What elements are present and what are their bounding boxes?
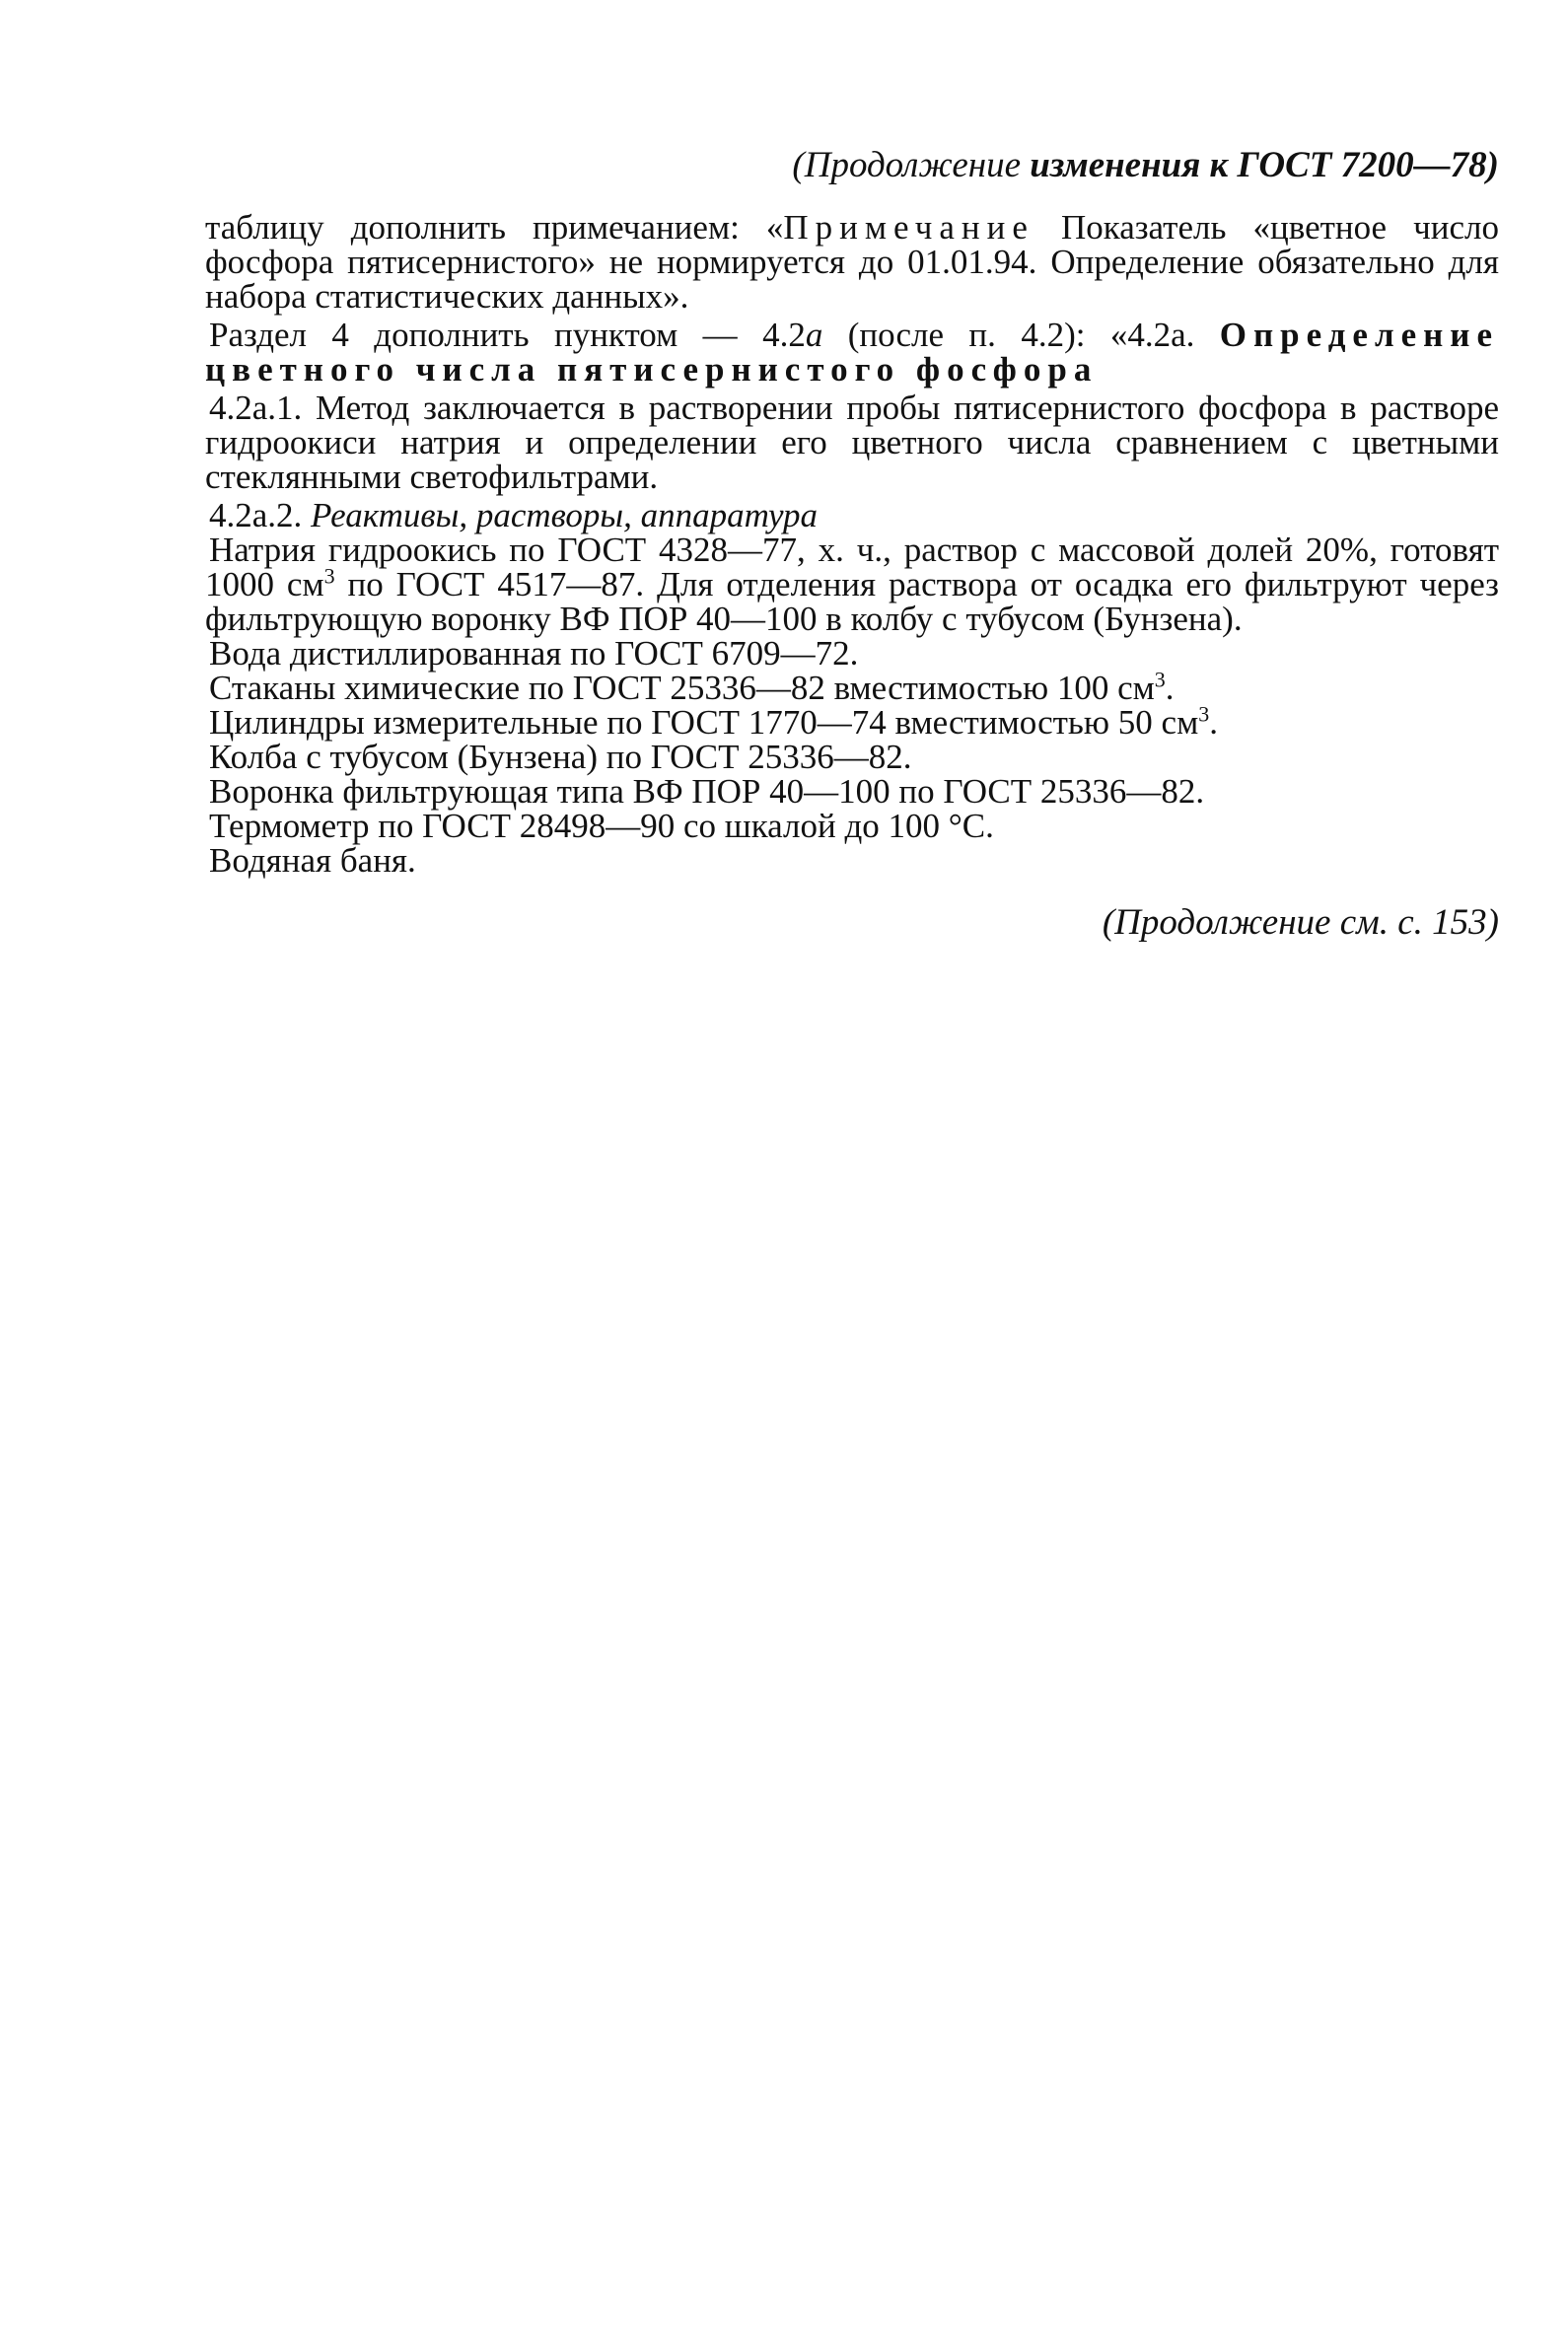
list-item-funnel: Воронка фильтрующая типа ВФ ПОР 40—100 по ГОСТ 25336—82.: [209, 772, 1205, 811]
list-item-cylinders: [209, 701, 1499, 742]
section4-lead: Раздел 4 дополнить пунктом — 4.2: [209, 316, 806, 354]
section4-title: Определение цветного числа пятисернистого фосфора: [205, 316, 1499, 389]
list-item-water-bath: Водяная баня.: [209, 841, 416, 880]
document-page: [205, 145, 1499, 943]
header-end: —78): [1413, 145, 1499, 185]
header-blot: 00: [1377, 145, 1414, 185]
paragraph-section4: [205, 318, 1499, 387]
page-footer: (Продолжение см. с. 153): [1102, 902, 1499, 943]
beakers-sup: 3: [1154, 667, 1166, 692]
cylinders-sup: 3: [1198, 701, 1210, 727]
note-lead: таблицу дополнить примечанием: «: [205, 208, 784, 247]
paragraph-method: 4.2а.1. Метод заключается в растворении пробы пятисернистого фосфора в растворе гидроокиси натрия и определении его цветного числа сравнением с цветными стеклянными светофильтрами.: [205, 389, 1499, 496]
reagents-number: 4.2а.2.: [209, 496, 312, 534]
cylinders-text: Цилиндры измерительные по ГОСТ 1770—74 вместимостью 50 см: [209, 703, 1199, 742]
note-text: Показатель «цветное число фосфора пятисернистого» не нормируется до 01.01.94. Определение обязательно для набора статистических данных».: [205, 208, 1499, 316]
header-prefix: (Продолжение: [792, 145, 1022, 185]
list-item-water: Вода дистиллированная по ГОСТ 6709—72.: [209, 634, 859, 673]
beakers-text: Стаканы химические по ГОСТ 25336—82 вместимостью 100 см: [209, 669, 1155, 707]
paragraph-note: [205, 210, 1499, 314]
paragraph-reagents-heading: [205, 498, 1499, 532]
section4-ref: (после п. 4.2): «4.2а.: [822, 316, 1220, 354]
page-header: [205, 145, 1499, 185]
naoh-text-b: по ГОСТ 4517—87. Для отделения раствора от осадка его фильтруют через фильтрующую воронку ВФ ПОР 40—100 в колбу с тубусом (Бунзена).: [205, 565, 1499, 638]
header-mid: изменения к: [1030, 145, 1229, 185]
naoh-sup: 3: [323, 563, 335, 589]
reagents-title: Реактивы, растворы, аппаратура: [311, 496, 819, 534]
list-item-beakers: [209, 667, 1499, 707]
cylinders-end: .: [1209, 703, 1218, 742]
section4-letter: а: [805, 316, 823, 354]
naoh-text-a: Натрия гидроокись по ГОСТ 4328—77, х. ч., раствор с массовой долей 20%, готовят 1000 см: [205, 531, 1499, 603]
list-item-thermometer: Термометр по ГОСТ 28498—90 со шкалой до 100 °С.: [209, 807, 994, 845]
note-keyword: Примечание: [783, 208, 1034, 247]
header-suffix: ГОСТ 72: [1237, 145, 1378, 185]
list-item-flask: Колба с тубусом (Бунзена) по ГОСТ 25336—82.: [209, 738, 912, 776]
paragraph-naoh: [205, 532, 1499, 636]
beakers-end: .: [1165, 669, 1175, 707]
